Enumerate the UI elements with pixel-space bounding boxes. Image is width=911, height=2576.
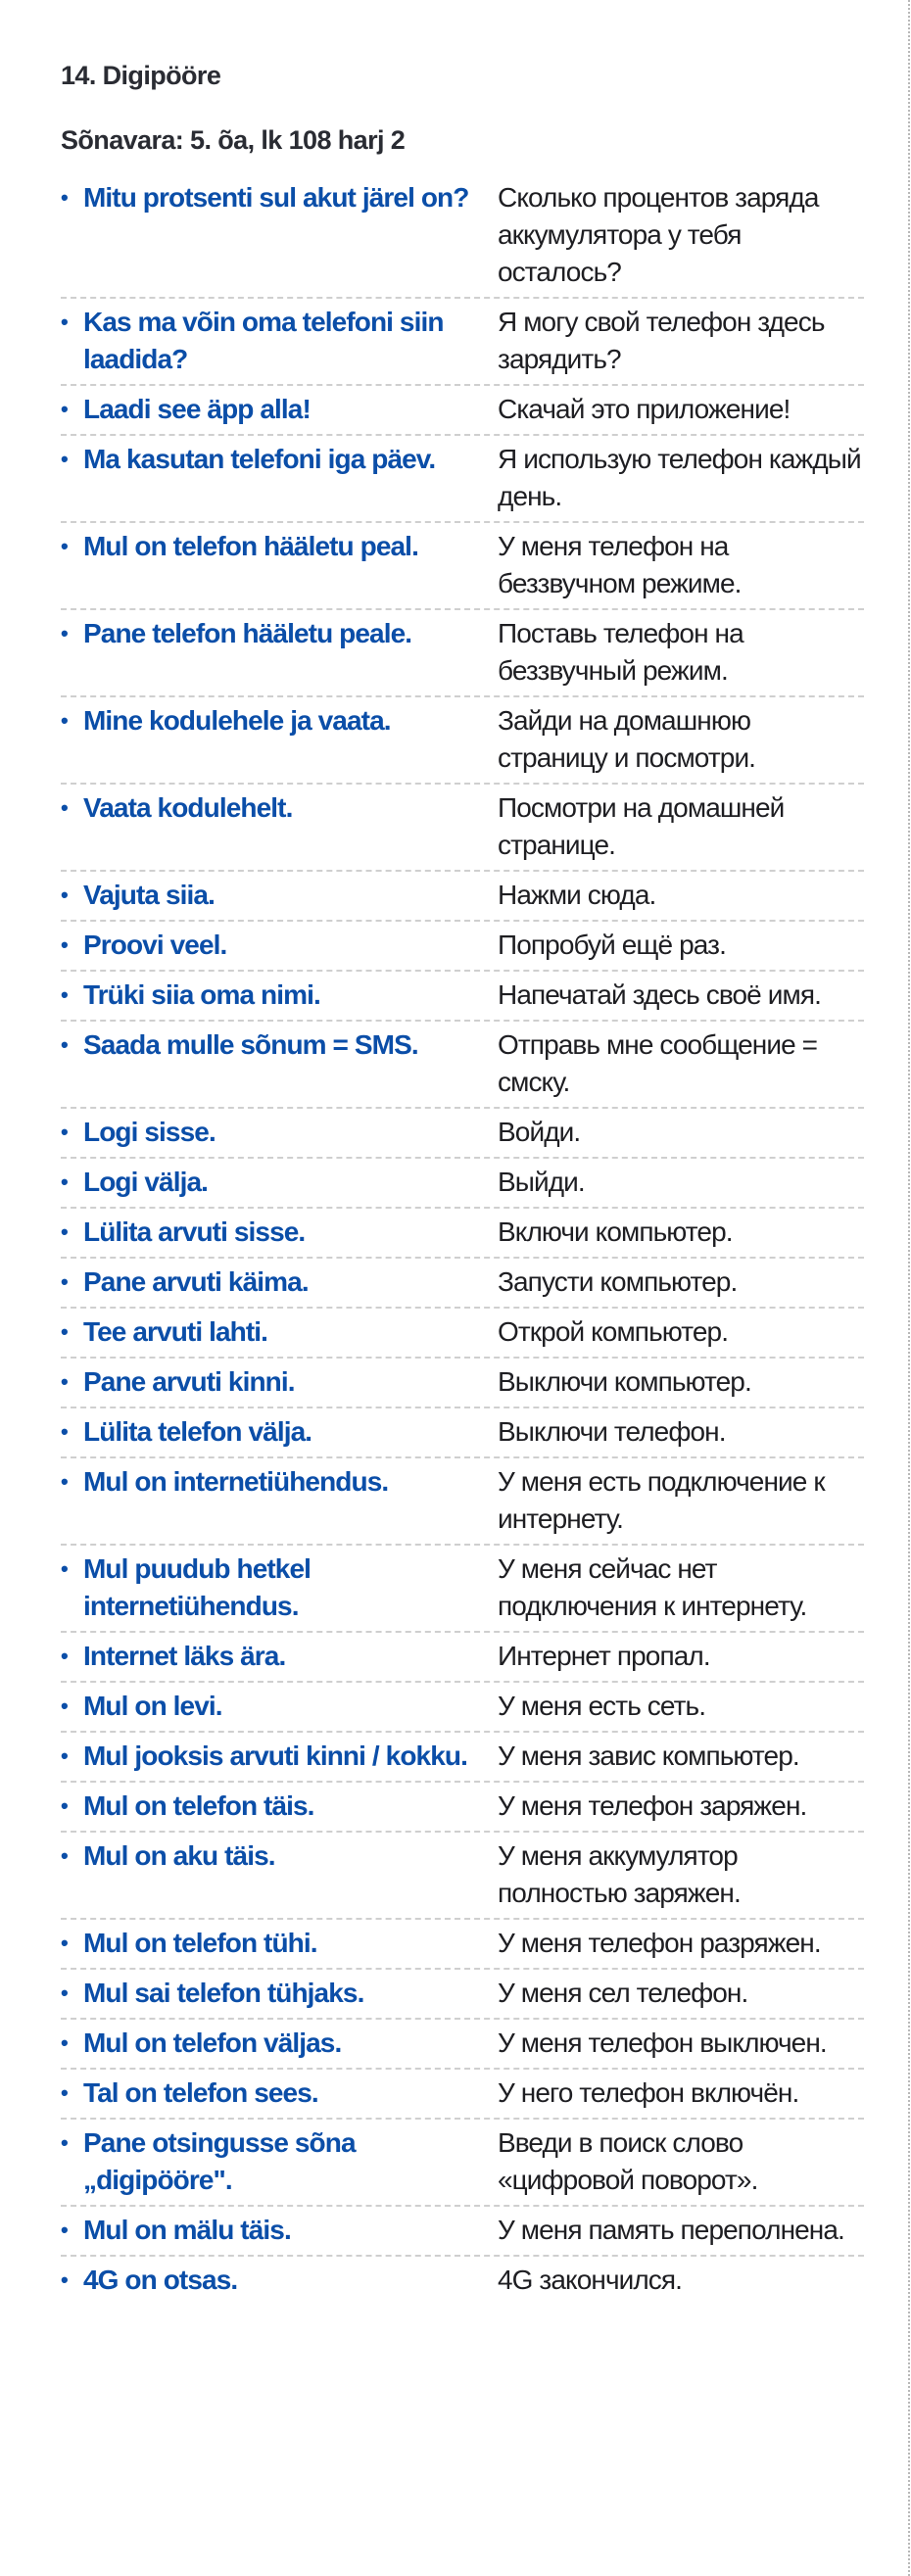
bullet-icon: • [61,447,68,471]
vocabulary-row [61,1309,864,1359]
estonian-phrase-cell [61,615,498,652]
vocabulary-row [61,1209,864,1259]
estonian-phrase: Mul on levi. [83,1691,222,1721]
vocabulary-row [61,697,864,785]
vocabulary-row [61,2257,864,2305]
estonian-phrase: Logi sisse. [83,1117,216,1147]
bullet-icon: • [61,2218,68,2242]
estonian-phrase-cell [61,1738,498,1775]
estonian-phrase: Mul on telefon täis. [83,1790,314,1821]
estonian-phrase-cell [61,977,498,1014]
estonian-phrase: Mul on internetiühendus. [83,1466,389,1497]
estonian-phrase: Logi välja. [83,1167,209,1197]
vocabulary-row [61,386,864,436]
bullet-icon: • [61,1319,68,1344]
vocabulary-row [61,1359,864,1408]
estonian-phrase: Internet läks ära. [83,1641,286,1671]
vocabulary-row [61,2070,864,2120]
bullet-icon: • [61,1693,68,1718]
bullet-icon: • [61,1369,68,1394]
bullet-icon: • [61,1931,68,1955]
vocabulary-row [61,1408,864,1458]
estonian-phrase-cell [61,1264,498,1301]
bullet-icon: • [61,310,68,334]
russian-translation: Выключи компьютер. [498,1366,751,1397]
estonian-phrase-cell [61,1114,498,1151]
bullet-icon: • [61,1469,68,1494]
bullet-icon: • [61,1644,68,1668]
vocabulary-row [61,1920,864,1970]
estonian-phrase-cell [61,391,498,428]
bullet-icon: • [61,932,68,957]
vocabulary-row [61,1833,864,1920]
estonian-phrase-cell [61,1550,498,1625]
vocabulary-row [61,436,864,523]
bullet-icon: • [61,1556,68,1581]
bullet-icon: • [61,1793,68,1818]
vocabulary-row [61,1259,864,1309]
estonian-phrase: Mul on mälu täis. [83,2215,291,2245]
estonian-phrase: Pane otsingusse sõna „digipööre". [83,2127,356,2195]
russian-translation: Введи в поиск слово «цифровой поворот». [498,2127,758,2195]
estonian-phrase: Ma kasutan telefoni iga päev. [83,444,436,474]
vocabulary-row [61,523,864,610]
russian-translation: Отправь мне сообщение = смску. [498,1029,818,1097]
section-title: 14. Digipööre [61,61,221,90]
estonian-phrase-cell [61,1413,498,1451]
estonian-phrase: Pane arvuti kinni. [83,1366,295,1397]
russian-translation: У меня есть подключение к интернету. [498,1466,825,1534]
bullet-icon: • [61,1419,68,1444]
vocabulary-row [61,785,864,872]
estonian-phrase: Pane arvuti käima. [83,1266,309,1297]
bullet-icon: • [61,1120,68,1144]
estonian-phrase-cell [61,1788,498,1825]
russian-translation: Интернет пропал. [498,1641,710,1671]
estonian-phrase-cell [61,1313,498,1351]
russian-translation: Войди. [498,1117,581,1147]
bullet-icon: • [61,534,68,558]
estonian-phrase-cell [61,441,498,478]
russian-translation: Поставь телефон на беззвучный режим. [498,618,743,686]
russian-translation: Выключи телефон. [498,1416,726,1447]
russian-translation: У меня есть сеть. [498,1691,706,1721]
bullet-icon: • [61,1743,68,1768]
estonian-phrase-cell [61,927,498,964]
russian-translation: У меня телефон на беззвучном режиме. [498,531,742,598]
estonian-phrase-cell [61,2262,498,2299]
russian-translation: Нажми сюда. [498,880,656,910]
bullet-icon: • [61,1980,68,2005]
estonian-phrase-cell [61,1164,498,1201]
vocabulary-row [61,1783,864,1833]
vocabulary-row [61,1970,864,2020]
estonian-phrase-cell [61,702,498,739]
russian-translation: 4G закончился. [498,2265,683,2295]
vocabulary-page [61,57,864,2305]
russian-translation: Попробуй ещё раз. [498,930,726,960]
russian-translation: Выйди. [498,1167,585,1197]
russian-translation: У него телефон включён. [498,2077,799,2108]
estonian-phrase-cell [61,2124,498,2199]
page-edge-dotted-border [908,0,910,2576]
russian-translation: У меня телефон разряжен. [498,1928,821,1958]
russian-translation: У меня сейчас нет подключения к интернету. [498,1553,807,1621]
russian-translation: У меня телефон заряжен. [498,1790,807,1821]
estonian-phrase: 4G on otsas. [83,2265,238,2295]
bullet-icon: • [61,708,68,733]
estonian-phrase: Mul on aku täis. [83,1840,275,1871]
bullet-icon: • [61,1169,68,1194]
estonian-phrase: Mul puudub hetkel internetiühendus. [83,1553,312,1621]
estonian-phrase: Mul on telefon väljas. [83,2027,342,2058]
russian-translation: У меня память переполнена. [498,2215,844,2245]
vocabulary-row [61,922,864,972]
estonian-phrase: Tal on telefon sees. [83,2077,318,2108]
bullet-icon: • [61,621,68,645]
estonian-phrase-cell [61,1026,498,1064]
vocabulary-row [61,1546,864,1633]
vocabulary-row [61,1683,864,1733]
russian-translation: У меня сел телефон. [498,1978,748,2008]
vocabulary-row [61,972,864,1022]
estonian-phrase: Saada mulle sõnum = SMS. [83,1029,418,1060]
bullet-icon: • [61,2030,68,2055]
estonian-phrase-cell [61,2075,498,2112]
vocabulary-row [61,1633,864,1683]
estonian-phrase-cell [61,1214,498,1251]
estonian-phrase-cell [61,304,498,378]
bullet-icon: • [61,883,68,907]
estonian-phrase-cell [61,2025,498,2062]
section-subtitle: Sõnavara: 5. õa, lk 108 harj 2 [61,125,406,155]
estonian-phrase-cell [61,1463,498,1501]
estonian-phrase: Laadi see äpp alla! [83,394,311,424]
estonian-phrase: Mul on telefon hääletu peal. [83,531,418,561]
russian-translation: Скачай это приложение! [498,394,791,424]
bullet-icon: • [61,185,68,210]
russian-translation: У меня завис компьютер. [498,1741,799,1771]
estonian-phrase-cell [61,528,498,565]
russian-translation: Включи компьютер. [498,1216,733,1247]
russian-translation: У меня аккумулятор полностью заряжен. [498,1840,741,1908]
bullet-icon: • [61,1032,68,1057]
russian-translation: Напечатай здесь своё имя. [498,979,821,1010]
estonian-phrase: Lülita arvuti sisse. [83,1216,306,1247]
russian-translation: У меня телефон выключен. [498,2027,827,2058]
bullet-icon: • [61,795,68,820]
bullet-icon: • [61,397,68,421]
russian-translation: Посмотри на домашней странице. [498,792,785,860]
estonian-phrase-cell [61,1638,498,1675]
vocabulary-row [61,2207,864,2257]
vocabulary-row [61,1159,864,1209]
estonian-phrase-cell [61,877,498,914]
bullet-icon: • [61,1843,68,1868]
estonian-phrase: Mine kodulehele ja vaata. [83,705,391,736]
bullet-icon: • [61,2080,68,2105]
estonian-phrase: Tee arvuti lahti. [83,1316,268,1347]
vocabulary-row [61,1022,864,1109]
estonian-phrase-cell [61,1837,498,1875]
vocabulary-row [61,1458,864,1546]
estonian-phrase: Trüki siia oma nimi. [83,979,320,1010]
estonian-phrase: Mul jooksis arvuti kinni / kokku. [83,1741,467,1771]
bullet-icon: • [61,2267,68,2292]
vocabulary-row [61,872,864,922]
vocabulary-row [61,2020,864,2070]
estonian-phrase: Vaata kodulehelt. [83,792,293,823]
estonian-phrase-cell [61,1975,498,2012]
russian-translation: Сколько процентов заряда аккумулятора у тебя осталось? [498,182,819,287]
vocabulary-row [61,1109,864,1159]
estonian-phrase-cell [61,1925,498,1962]
bullet-icon: • [61,982,68,1007]
russian-translation: Я использую телефон каждый день. [498,444,861,511]
russian-translation: Зайди на домашнюю страницу и посмотри. [498,705,756,773]
estonian-phrase: Proovi veel. [83,930,227,960]
estonian-phrase: Lülita telefon välja. [83,1416,312,1447]
bullet-icon: • [61,2130,68,2155]
estonian-phrase-cell [61,1363,498,1401]
estonian-phrase-cell [61,789,498,827]
estonian-phrase: Mitu protsenti sul akut järel on? [83,182,469,213]
estonian-phrase-cell [61,1688,498,1725]
estonian-phrase: Kas ma võin oma telefoni siin laadida? [83,307,444,374]
vocabulary-row [61,174,864,299]
vocabulary-row [61,2120,864,2207]
estonian-phrase: Vajuta siia. [83,880,215,910]
estonian-phrase-cell [61,179,498,216]
russian-translation: Запусти компьютер. [498,1266,738,1297]
russian-translation: Открой компьютер. [498,1316,729,1347]
vocabulary-row [61,1733,864,1783]
vocabulary-list [61,174,864,2305]
estonian-phrase: Mul sai telefon tühjaks. [83,1978,364,2008]
bullet-icon: • [61,1269,68,1294]
bullet-icon: • [61,1219,68,1244]
estonian-phrase: Mul on telefon tühi. [83,1928,317,1958]
vocabulary-row [61,610,864,697]
russian-translation: Я могу свой телефон здесь зарядить? [498,307,825,374]
estonian-phrase: Pane telefon hääletu peale. [83,618,412,648]
estonian-phrase-cell [61,2212,498,2249]
vocabulary-row [61,299,864,386]
